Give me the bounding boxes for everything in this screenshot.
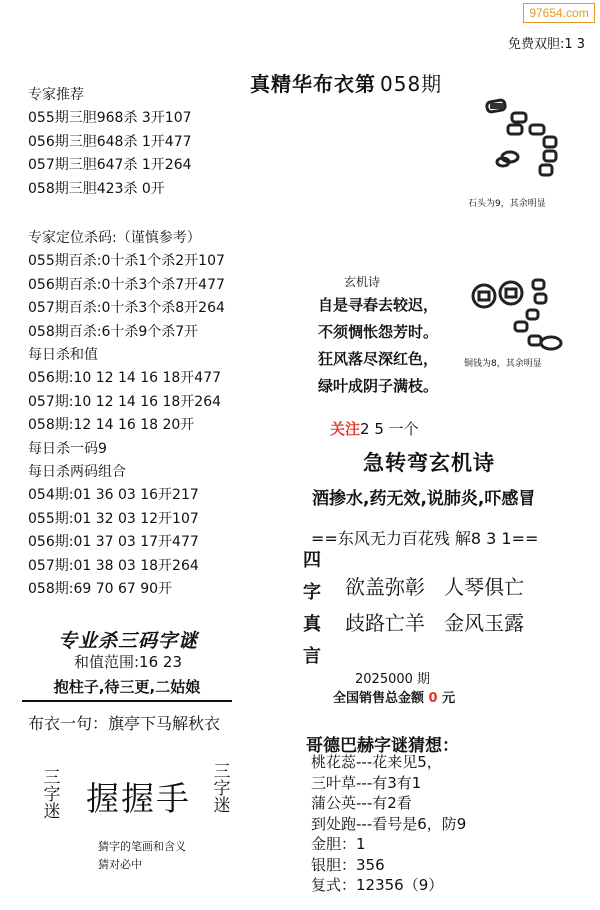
poem-line: 狂风落尽深红色， [318,350,439,368]
sales-total [333,687,455,706]
sales-unit: 元 [442,691,456,706]
list-item: 058期:69 70 67 90开 [28,581,173,598]
one-code-line: 每日杀一码9 [28,440,107,457]
expert-section [28,84,192,201]
two-code-heading: 每日杀两码组合 [28,464,126,481]
riddle-heading: 专业杀三码字谜 [58,630,199,652]
gdbh-title: 哥德巴赫字谜猜想： [306,736,459,756]
kill-section [28,227,225,602]
sales-issue: 2025000 期 [355,672,431,687]
title-issue: 058期 [380,72,443,96]
riddle-hint-1: 猜字的笔画和含义 [98,840,186,853]
list-item: 银胆：356 [311,855,385,874]
list-item: 金胆：1 [311,835,366,853]
four-char-phrase-2: 歧路亡羊 金风玉露 [345,611,525,635]
riddle-center: 握握手 [86,779,191,818]
list-item: 056期:10 12 14 16 18开477 [28,370,222,387]
four-char-col-3: 真 [303,614,321,635]
stone-illustration [470,95,580,195]
list-item: 到处跑---看号是6，防9 [311,814,467,833]
site-watermark: 97654.com [523,3,595,23]
list-item: 057期百杀:0十杀3个杀8开264 [28,300,225,317]
list-item: 055期百杀:0十杀1个杀2开107 [28,253,225,270]
dongfeng-line: ==东风无力百花残 解8 3 1== [311,529,539,548]
sales-label: 全国销售总金额 [333,691,425,706]
list-item: 058期:12 14 16 18 20开 [28,417,195,434]
list-item: 057期:10 12 14 16 18开264 [28,393,222,410]
focus-label: 关注 [330,420,361,438]
list-item: 056期三胆648杀 1开477 [28,133,192,150]
focus-value: 2 5 一个 [360,420,419,438]
riddle-hint-2: 猜对必中 [98,858,142,871]
sum-range: 和值范围:16 23 [74,653,182,671]
side-label-left: 三字迷 [43,768,61,822]
list-item: 桃花蕊---花来见5， [311,753,442,771]
zhuan-title: 急转弯玄机诗 [363,451,495,475]
four-char-col-2: 字 [303,582,321,603]
focus-line [330,418,419,439]
expert-heading: 专家推荐 [28,87,84,103]
page-title [250,68,442,97]
poem-title: 玄机诗 [344,275,381,289]
title-text: 真精华布衣第 [250,72,376,96]
list-item: 055期:01 32 03 12开107 [28,510,199,527]
list-item: 057期三胆647杀 1开264 [28,157,192,174]
kill-heading: 专家定位杀码:（谨慎参考） [28,230,201,246]
list-item: 058期百杀:6十杀9个杀7开 [28,323,199,340]
side-label-right: 三字迷 [213,762,231,816]
list-item: 054期:01 36 03 16开217 [28,487,199,504]
buyi-sentence: 布衣一句：旗亭下马解秋衣 [28,714,221,733]
free-double-courage: 免费双胆:1 3 [508,37,586,52]
poem-line: 绿叶成阴子满枝。 [318,377,439,395]
four-char-col-1: 四 [303,550,321,571]
list-item: 复式：12356（9） [311,876,444,894]
poem-line: 自是寻春去较迟， [318,296,439,314]
coin-illustration [465,270,565,360]
poem-line: 不须惆怅怨芳时。 [318,323,439,341]
list-item: 058期三胆423杀 0开 [28,180,165,197]
list-item: 055期三胆968杀 3开107 [28,110,192,127]
four-char-phrase-1: 欲盖弥彰 人琴俱亡 [345,575,525,599]
riddle-hint-line: 抱柱子,待三更,二姑娘 [22,676,232,702]
list-item: 三叶草---有3有1 [311,773,422,792]
list-item: 056期:01 37 03 17开477 [28,534,199,551]
list-item: 蒲公英---有2看 [311,794,412,812]
sum-kill-heading: 每日杀和值 [28,347,98,364]
zhuan-line: 酒掺水,药无效,说肺炎,吓感冒 [312,489,536,509]
coin-caption: 铜钱为8，其余明显 [464,359,542,369]
list-item: 057期:01 38 03 18开264 [28,557,199,574]
poem-body [318,292,438,400]
four-char-col-4: 言 [303,646,321,667]
stone-caption: 石头为9，其余明显 [468,199,546,209]
list-item: 056期百杀:0十杀3个杀7开477 [28,276,225,293]
sales-amount: 0 [428,691,438,706]
gdbh-list [311,752,466,896]
